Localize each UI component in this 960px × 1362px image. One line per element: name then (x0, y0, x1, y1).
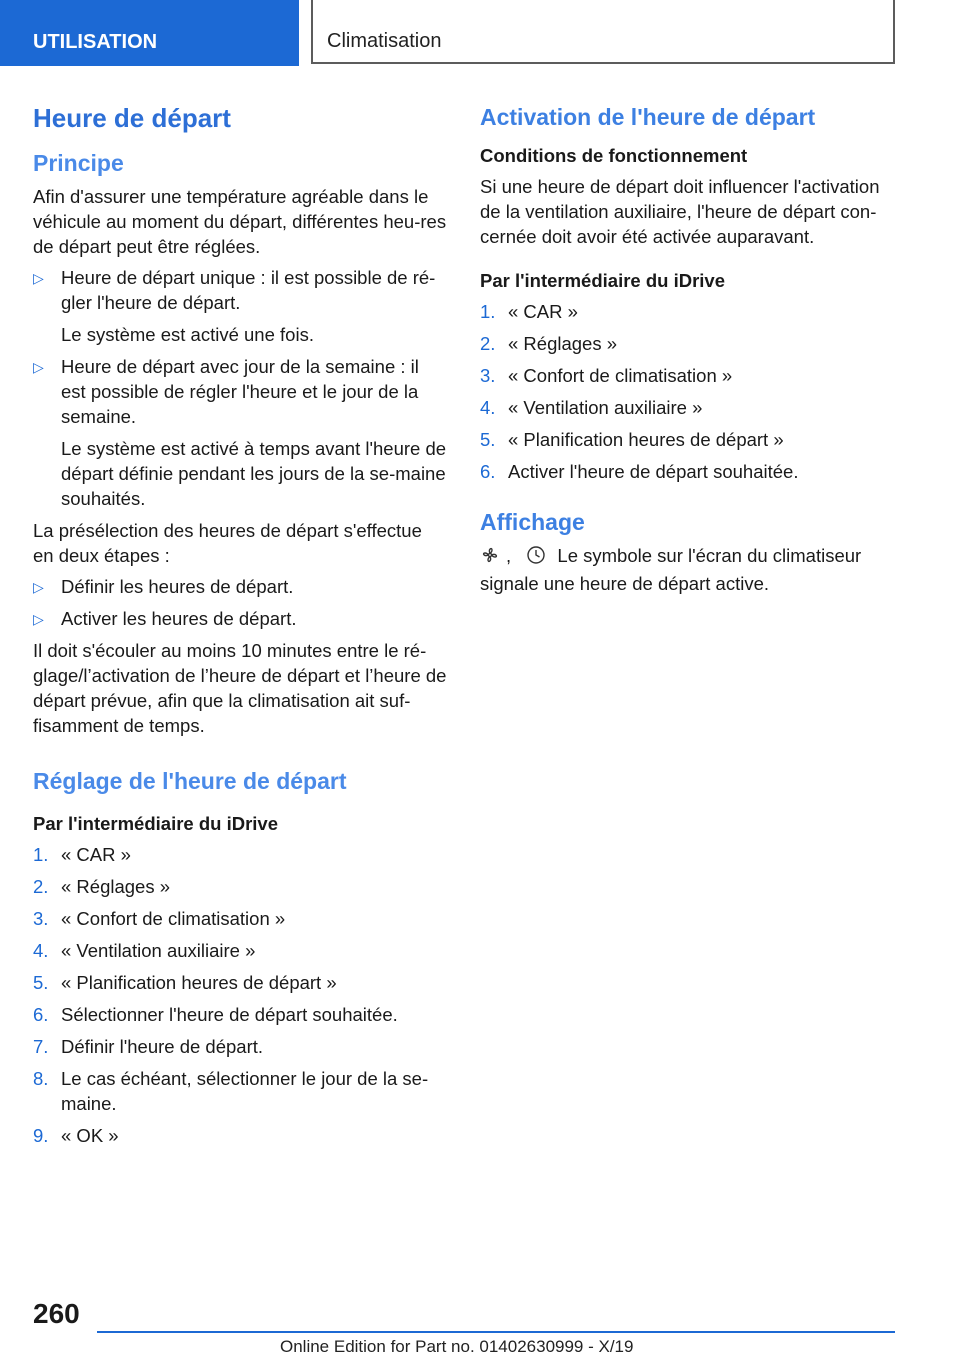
step-text: Définir l'heure de départ. (61, 1036, 264, 1057)
step-text: Le cas échéant, sélectionner le jour de la se-maine. (61, 1068, 429, 1114)
step-number: 6. (33, 1004, 49, 1025)
preselection-bullets (33, 574, 447, 631)
step-number: 3. (480, 365, 496, 386)
triangle-bullet-icon: ▷ (33, 270, 44, 286)
step-text: « Ventilation auxiliaire » (61, 940, 256, 961)
step-number: 8. (33, 1068, 49, 1089)
activation-steps (480, 299, 895, 484)
list-item (480, 395, 895, 420)
step-number: 2. (33, 876, 49, 897)
step-number: 1. (33, 844, 49, 865)
triangle-bullet-icon: ▷ (33, 579, 44, 595)
list-item (33, 874, 447, 899)
edition-info: Online Edition for Part no. 01402630999 - X/19 (280, 1337, 634, 1356)
chapter-title: Climatisation (311, 0, 895, 64)
heading-affichage: Affichage (480, 509, 585, 535)
step-number: 4. (480, 397, 496, 418)
timing-note: Il doit s'écouler au moins 10 minutes entre le ré-glage/l’activation de l’heure de départ et l’heure de départ prévue, afin que la climatisation ait suf-fisamment de temps. (33, 640, 447, 736)
subheading-idrive-reglage: Par l'intermédiaire du iDrive (33, 813, 278, 834)
step-text: « Confort de climatisation » (508, 365, 733, 386)
heading-reglage: Réglage de l'heure de départ (33, 768, 347, 794)
step-text: « Ventilation auxiliaire » (508, 397, 703, 418)
step-number: 1. (480, 301, 496, 322)
step-number: 6. (480, 461, 496, 482)
step-number: 5. (33, 972, 49, 993)
step-text: Sélectionner l'heure de départ souhaitée. (61, 1004, 398, 1025)
principe-bullets (33, 265, 447, 511)
list-item (480, 427, 895, 452)
reglage-steps (33, 842, 447, 1148)
list-item (480, 363, 895, 388)
list-item (33, 938, 447, 963)
step-text: « Planification heures de départ » (508, 429, 784, 450)
heading-activation: Activation de l'heure de départ (480, 104, 816, 130)
step-text: Activer l'heure de départ souhaitée. (508, 461, 799, 482)
icon-separator: , (506, 545, 512, 566)
step-text: « OK » (61, 1125, 119, 1146)
page-number: 260 (33, 1298, 80, 1329)
right-column (480, 100, 895, 602)
list-item (480, 299, 895, 324)
clock-icon (526, 545, 546, 571)
list-item (33, 970, 447, 995)
list-item (33, 1123, 447, 1148)
step-number: 2. (480, 333, 496, 354)
step-number: 9. (33, 1125, 49, 1146)
conditions-heading: Conditions de fonctionnement (480, 145, 748, 166)
step-text: « Réglages » (508, 333, 618, 354)
preselection-text: La présélection des heures de départ s'effectue en deux étapes : (33, 520, 422, 566)
affichage-text (480, 543, 895, 596)
step-text: « Planification heures de départ » (61, 972, 337, 993)
list-item: ▷ Définir les heures de départ. (33, 574, 447, 599)
list-item: ▷ Heure de départ avec jour de la semaine : il est possible de régler l'heure et le jour de la semaine. Le système est activé à temps avant l'heure de départ définie pendant les jours de la se-maine souhaités. (33, 356, 447, 509)
list-item (480, 459, 895, 484)
footer-divider (97, 1331, 895, 1333)
step-number: 7. (33, 1036, 49, 1057)
triangle-bullet-icon: ▷ (33, 611, 44, 627)
list-item (33, 1066, 447, 1116)
fan-icon (480, 545, 500, 571)
principe-intro: Afin d'assurer une température agréable dans le véhicule au moment du départ, différentes heu-res de départ peut être réglées. (33, 186, 447, 257)
step-number: 5. (480, 429, 496, 450)
list-item (33, 842, 447, 867)
subheading-idrive-activation: Par l'intermédiaire du iDrive (480, 270, 725, 291)
left-column (33, 100, 447, 1155)
list-item: ▷ Heure de départ unique : il est possible de ré-gler l'heure de départ. Le système est activé une fois. (33, 267, 436, 345)
list-item (33, 906, 447, 931)
step-text: « CAR » (61, 844, 131, 865)
section-tab: UTILISATION (0, 0, 299, 66)
list-item: ▷ Activer les heures de départ. (33, 606, 447, 631)
conditions-text: Si une heure de départ doit influencer l'activation de la ventilation auxiliaire, l'heure de départ con-cernée doit avoir été activée auparavant. (480, 176, 880, 247)
affichage-description: Le symbole sur l'écran du climatiseur signale une heure de départ active. (480, 545, 862, 594)
step-number: 3. (33, 908, 49, 929)
heading-principe: Principe (33, 150, 124, 176)
step-text: « Confort de climatisation » (61, 908, 286, 929)
triangle-bullet-icon: ▷ (33, 359, 44, 375)
list-item (480, 331, 895, 356)
step-number: 4. (33, 940, 49, 961)
list-item (33, 1034, 447, 1059)
step-text: « CAR » (508, 301, 578, 322)
step-text: « Réglages » (61, 876, 171, 897)
page-title: Heure de départ (33, 103, 231, 133)
list-item (33, 1002, 447, 1027)
